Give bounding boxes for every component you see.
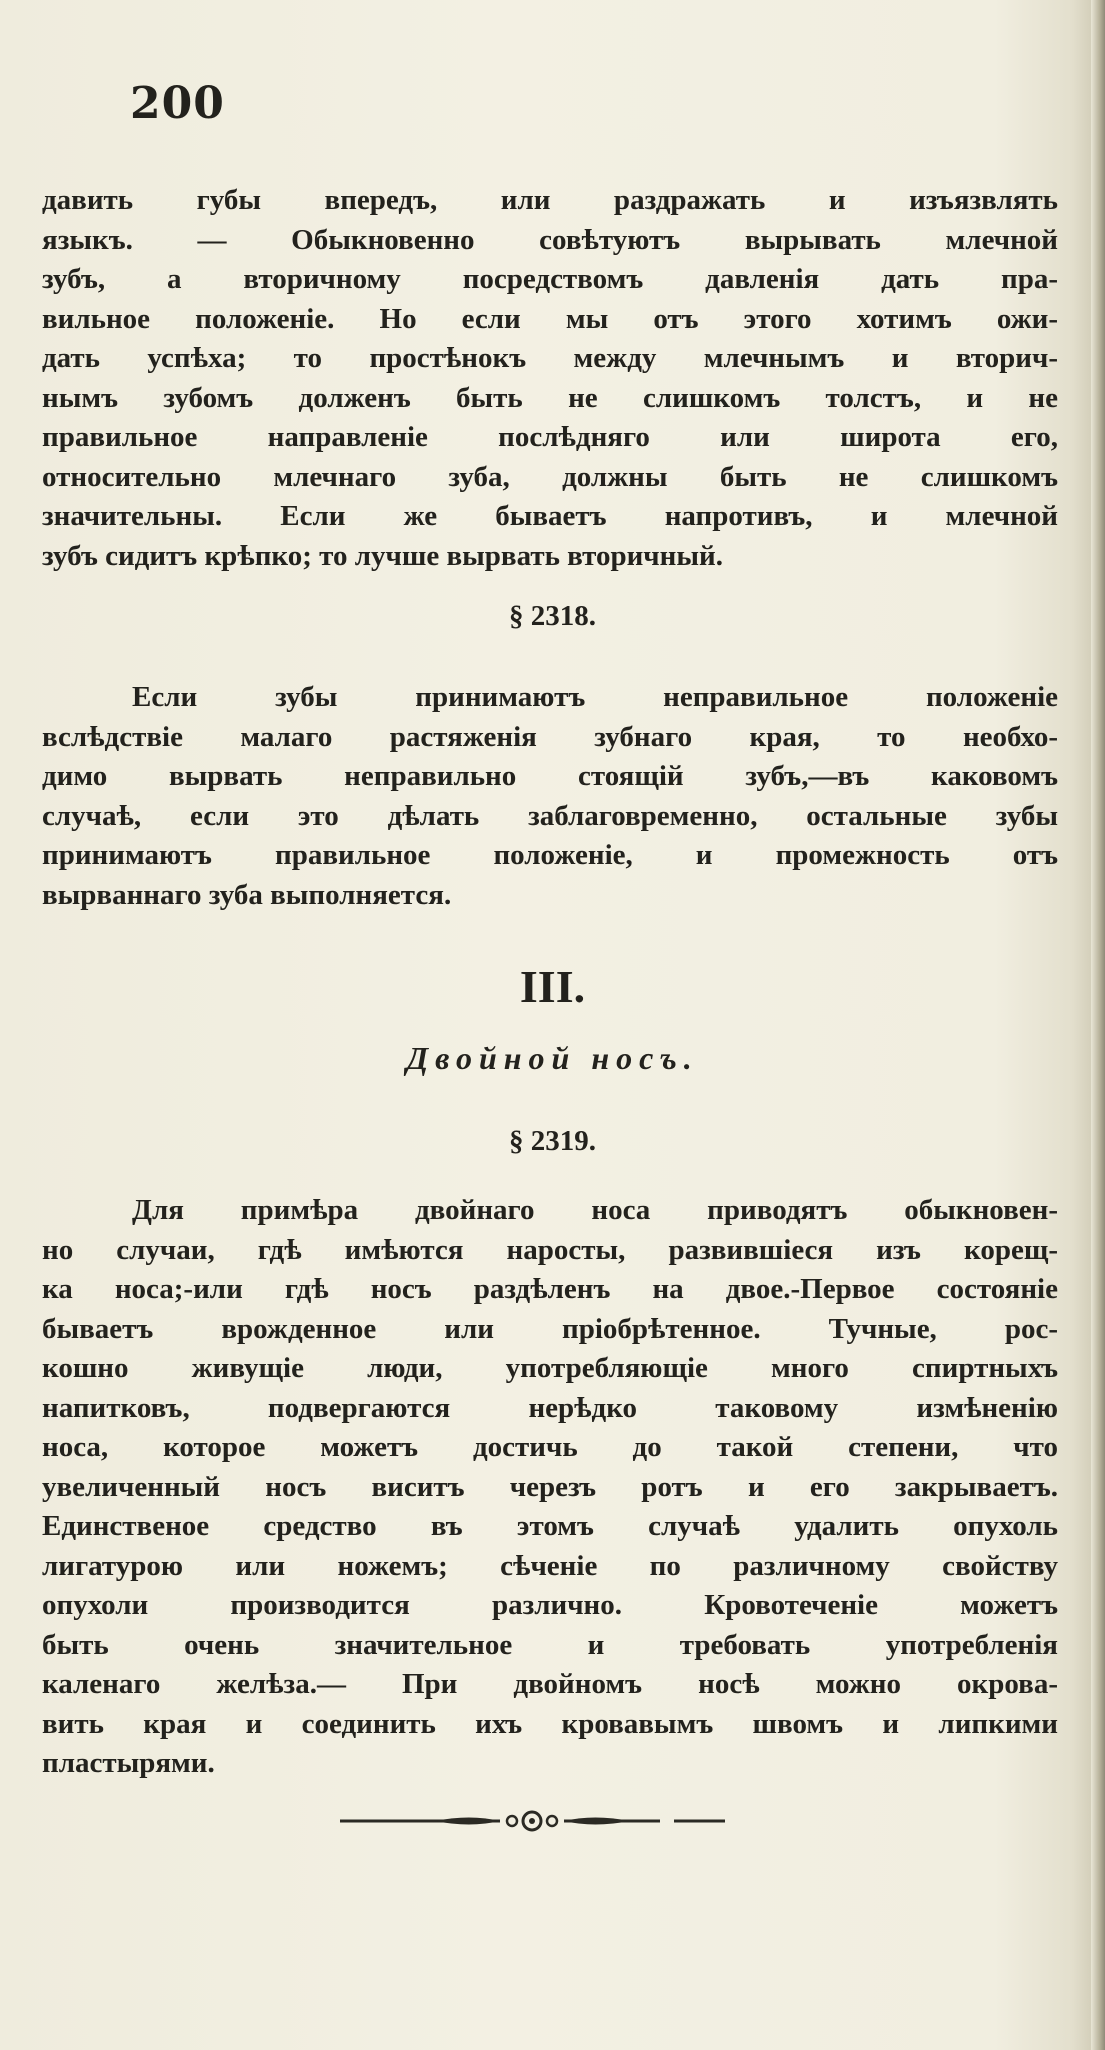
section-heading-2318: § 2318. [509, 600, 596, 632]
text-line: относительно млечнаго зуба, должны быть не слишкомъ [42, 460, 1058, 493]
paragraph-1 [42, 181, 1058, 576]
text-line: вить края и соединить ихъ кровавымъ швомъ и липкими [42, 1707, 1058, 1740]
text-line: увеличенный носъ виситъ черезъ ротъ и его закрываетъ. [42, 1470, 1058, 1503]
paragraph-2 [42, 678, 1058, 915]
text-line: каленаго желѣза.— При двойномъ носѣ можно окрова- [42, 1668, 1058, 1700]
text-line: дать успѣха; то простѣнокъ между млечнымъ и вторич- [42, 342, 1058, 374]
paragraph-3 [42, 1191, 1058, 1784]
text-line: давить губы впередъ, или раздражать и изъязвлять [42, 184, 1058, 216]
text-line: ка носа;-или гдѣ носъ раздѣленъ на двое.-Первое состояніе [42, 1273, 1058, 1305]
text-line: бываетъ врожденное или пріобрѣтенное. Тучные, рос- [42, 1312, 1058, 1345]
text-line: пластырями. [42, 1747, 215, 1779]
text-line: зубъ сидитъ крѣпко; то лучше вырвать вторичный. [42, 539, 723, 572]
text-line: быть очень значительное и требовать употребленія [42, 1628, 1058, 1661]
text-line: носа, которое можетъ достичь до такой степени, что [42, 1431, 1058, 1463]
section-heading-2319: § 2319. [509, 1125, 596, 1157]
text-line: Единственое средство въ этомъ случаѣ удалить опухоль [42, 1510, 1058, 1542]
text-line: напитковъ, подвергаются нерѣдко таковому измѣненію [42, 1391, 1058, 1424]
text-line: случаѣ, если это дѣлать заблаговременно, остальные зубы [42, 799, 1058, 832]
text-line: нымъ зубомъ долженъ быть не слишкомъ толстъ, и не [42, 381, 1058, 414]
text-line: принимаютъ правильное положеніе, и промежность отъ [42, 839, 1058, 871]
ornament-divider [340, 1808, 725, 1834]
text-line: опухоли производится различно. Кровотеченіе можетъ [42, 1589, 1058, 1621]
text-line: значительны. Если же бываетъ напротивъ, и млечной [42, 500, 1058, 532]
text-line: лигатурою или ножемъ; сѣченіе по различному свойству [42, 1549, 1058, 1582]
chapter-title: Двойной носъ. [406, 1040, 699, 1076]
text-line: вслѣдствіе малаго растяженія зубнаго края, то необхо- [42, 720, 1058, 753]
page-gutter-shadow [1091, 0, 1105, 2050]
text-line: вильное положеніе. Но если мы отъ этого хотимъ ожи- [42, 302, 1058, 335]
chapter-numeral: III. [519, 961, 586, 1012]
text-line: Если зубы принимаютъ неправильное положеніе [132, 681, 1058, 713]
text-line: языкъ. — Обыкновенно совѣтуютъ вырывать млечной [42, 223, 1058, 256]
text-line: правильное направленіе послѣдняго или широта его, [42, 421, 1058, 453]
text-line: но случаи, гдѣ имѣются наросты, развившіеся изъ корещ- [42, 1233, 1058, 1266]
text-line: Для примѣра двойнаго носа приводятъ обыкновен- [132, 1194, 1058, 1226]
text-line: кошно живущіе люди, употребляющіе много спиртныхъ [42, 1352, 1058, 1384]
text-line: зубъ, а вторичному посредствомъ давленія дать пра- [42, 263, 1058, 295]
text-line: димо вырвать неправильно стоящій зубъ,—въ каковомъ [42, 760, 1058, 792]
page-number: 200 [130, 78, 225, 129]
text-line: вырваннаго зуба выполняется. [42, 878, 452, 911]
